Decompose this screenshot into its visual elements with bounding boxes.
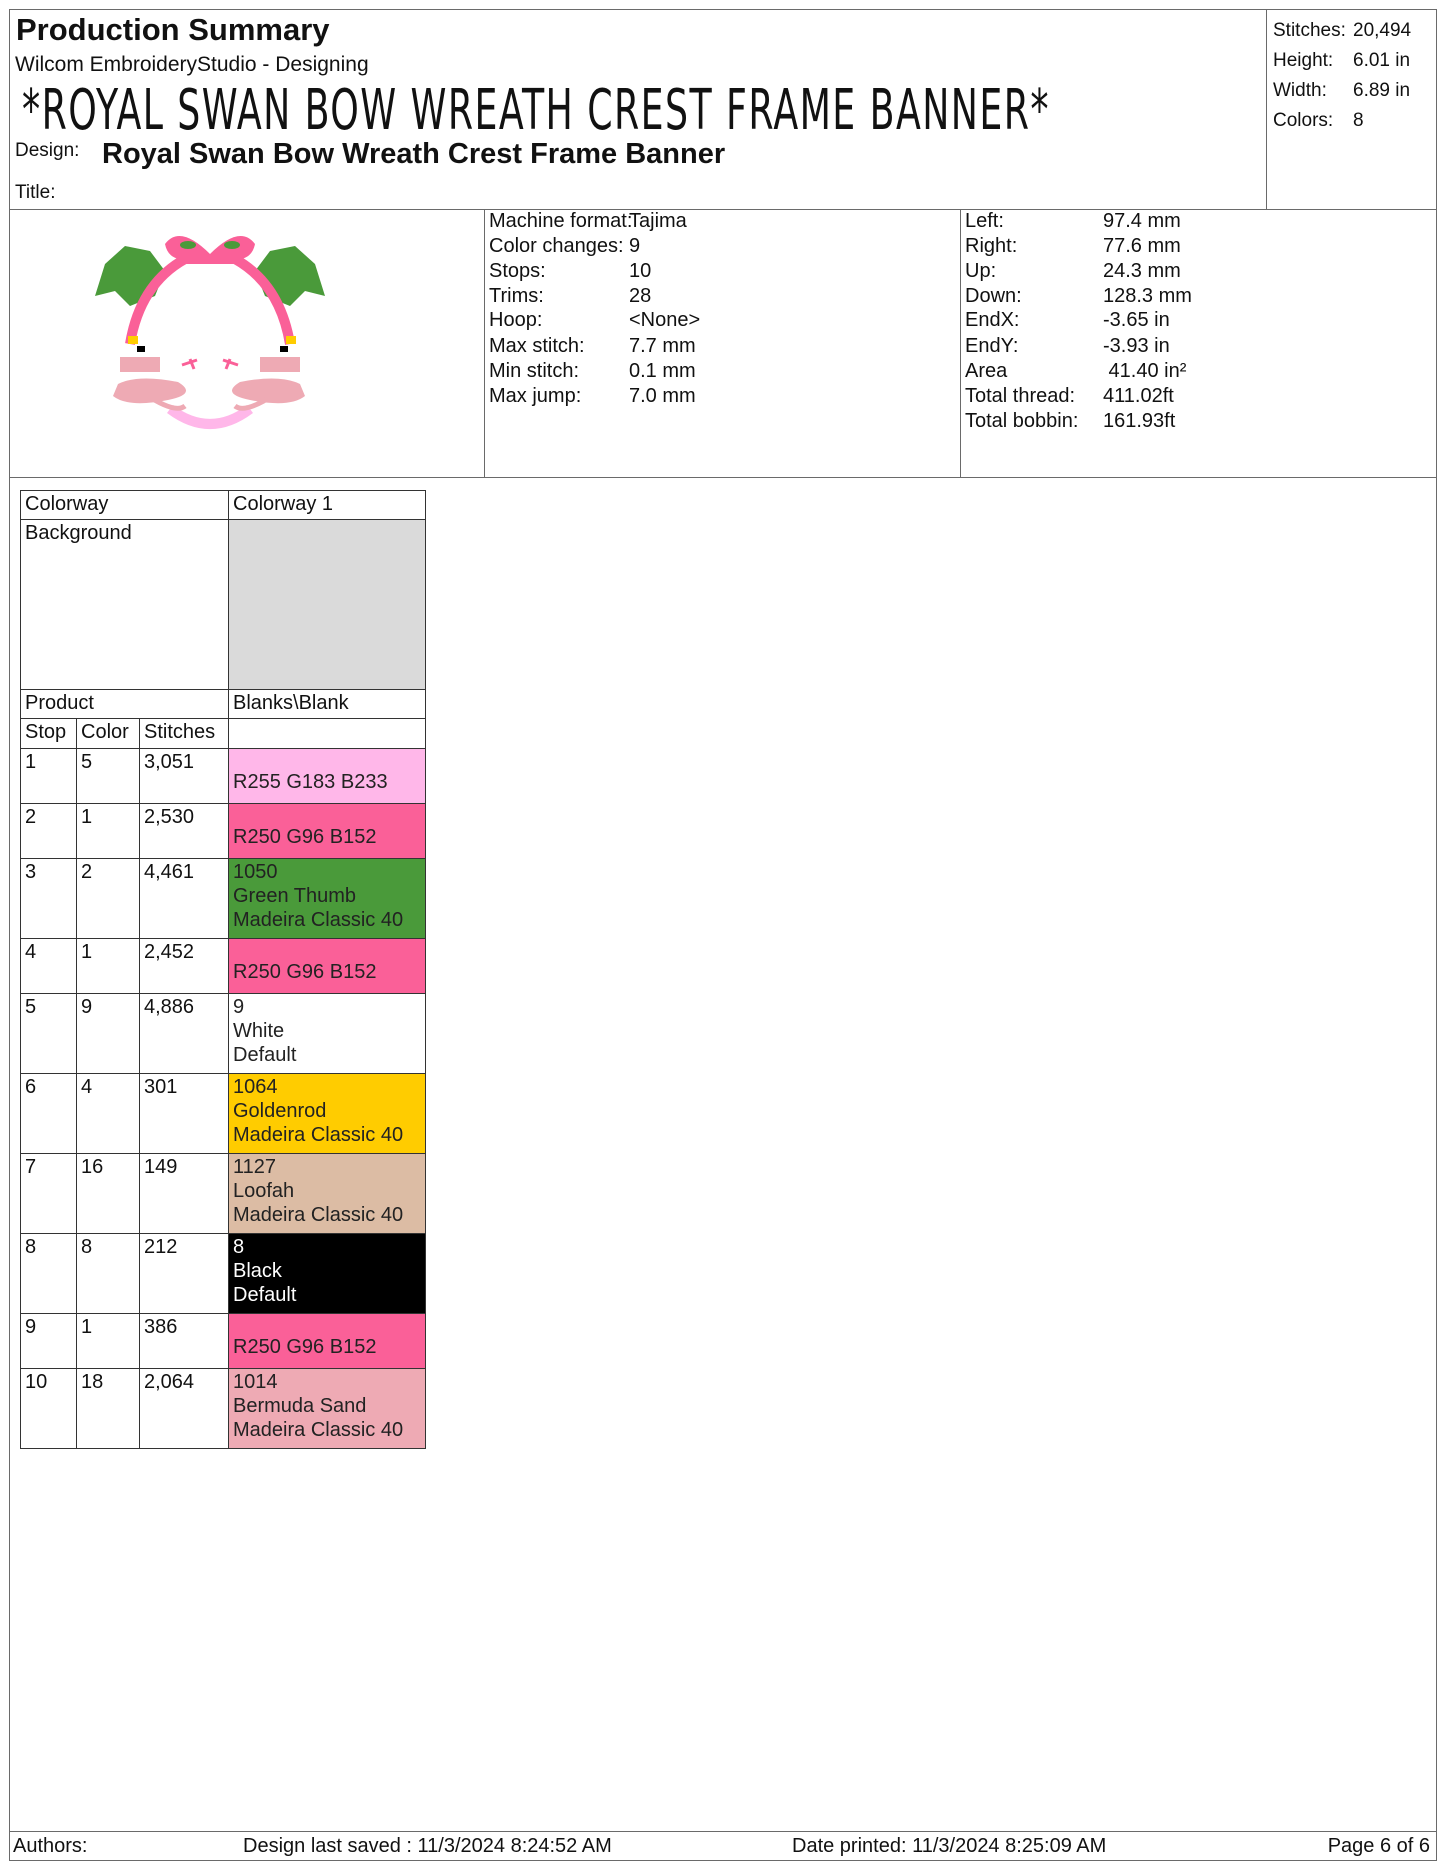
height-value: 6.01 in (1353, 50, 1411, 71)
thread-info-line: White (233, 1020, 285, 1042)
stop-stitches: 3,051 (140, 749, 229, 804)
thread-info-line: Loofah (233, 1180, 295, 1202)
thread-info-line: Green Thumb (233, 885, 357, 907)
stop-color: 2 (77, 859, 140, 939)
thread-info-line: Default (233, 1044, 297, 1066)
stop-color: 1 (77, 1314, 140, 1369)
stop-row (21, 1074, 426, 1154)
thread-color-swatch (229, 939, 426, 994)
stops-label: Stops: (489, 260, 546, 282)
report-title: Production Summary (16, 12, 330, 47)
stop-stop: 5 (21, 994, 77, 1074)
right-value: 77.6 mm (1103, 235, 1181, 257)
stop-row (21, 804, 426, 859)
endy-value: -3.93 in (1103, 335, 1170, 357)
stop-stitches: 212 (140, 1234, 229, 1314)
header (10, 10, 1436, 210)
area-value: 41.40 in² (1103, 360, 1187, 382)
authors-label: Authors: (13, 1835, 88, 1857)
max-jump-label: Max jump: (489, 385, 582, 407)
trims-value: 28 (629, 285, 652, 307)
stop-stitches: 301 (140, 1074, 229, 1154)
column-header-thread (229, 719, 426, 749)
stop-color: 16 (77, 1154, 140, 1234)
right-label: Right: (965, 235, 1018, 257)
down-value: 128.3 mm (1103, 285, 1192, 307)
thread-color-swatch (229, 804, 426, 859)
thread-info-line: 8 (233, 1236, 245, 1258)
stop-stitches: 4,461 (140, 859, 229, 939)
thread-info-line (233, 750, 421, 770)
max-jump-value: 7.0 mm (629, 385, 696, 407)
hoop-value: <None> (629, 309, 701, 331)
machine-info (485, 209, 961, 477)
background-label: Background (21, 520, 229, 690)
stop-color: 1 (77, 804, 140, 859)
left-value: 97.4 mm (1103, 210, 1181, 232)
stop-stop: 2 (21, 804, 77, 859)
color-changes-value: 9 (629, 235, 641, 257)
thread-info-line (233, 805, 421, 825)
thread-info-line: Madeira Classic 40 (233, 1204, 404, 1226)
hoop-label: Hoop: (489, 309, 543, 331)
stop-stitches: 386 (140, 1314, 229, 1369)
stitches-label: Stitches: (1273, 20, 1346, 41)
stop-stitches: 4,886 (140, 994, 229, 1074)
stitches-value: 20,494 (1353, 20, 1412, 41)
colorway-table (20, 490, 426, 1449)
thread-color-swatch (229, 1314, 426, 1369)
thread-info-line: Madeira Classic 40 (233, 909, 404, 931)
min-stitch-value: 0.1 mm (629, 360, 696, 382)
thread-info-line: R250 G96 B152 (233, 961, 377, 983)
stop-row (21, 939, 426, 994)
colorway-label: Colorway (21, 491, 229, 520)
stop-stitches: 2,452 (140, 939, 229, 994)
stop-stitches: 2,530 (140, 804, 229, 859)
colors-label: Colors: (1273, 110, 1334, 131)
thread-color-swatch (229, 994, 426, 1074)
column-header-stop: Stop (21, 719, 77, 749)
thread-color-swatch (229, 1234, 426, 1314)
stop-row (21, 1234, 426, 1314)
stop-color: 8 (77, 1234, 140, 1314)
stop-row (21, 1154, 426, 1234)
app-name: Wilcom EmbroideryStudio - Designing (15, 53, 369, 76)
stop-color: 9 (77, 994, 140, 1074)
thread-info-line: R255 G183 B233 (233, 771, 388, 793)
stop-row (21, 994, 426, 1074)
stop-stitches: 149 (140, 1154, 229, 1234)
trims-label: Trims: (489, 285, 544, 307)
product-value: Blanks\Blank (229, 690, 426, 719)
max-stitch-value: 7.7 mm (629, 335, 696, 357)
column-header-stitches: Stitches (140, 719, 229, 749)
stop-color: 4 (77, 1074, 140, 1154)
stop-stop: 1 (21, 749, 77, 804)
header-title-block (10, 10, 1267, 209)
stops-value: 10 (629, 260, 652, 282)
thread-info-line: 1064 (233, 1076, 278, 1098)
thread-color-swatch (229, 1369, 426, 1449)
max-stitch-label: Max stitch: (489, 335, 585, 357)
thread-color-swatch (229, 1074, 426, 1154)
stop-stop: 3 (21, 859, 77, 939)
design-label: Design: (15, 140, 80, 161)
design-preview (10, 209, 485, 477)
date-printed: Date printed: 11/3/2024 8:25:09 AM (792, 1835, 1107, 1857)
stop-color: 5 (77, 749, 140, 804)
stop-stop: 9 (21, 1314, 77, 1369)
dimension-info (961, 209, 1436, 477)
width-label: Width: (1273, 80, 1327, 101)
background-swatch (229, 520, 426, 690)
footer (10, 1831, 1436, 1861)
thread-info-line: 1014 (233, 1371, 278, 1393)
color-changes-label: Color changes: (489, 235, 624, 257)
stop-row (21, 859, 426, 939)
thread-info-line: Madeira Classic 40 (233, 1124, 404, 1146)
summary-stats (1267, 10, 1436, 209)
machine-format-value: Tajima (629, 210, 687, 232)
stop-stop: 6 (21, 1074, 77, 1154)
thread-info-line: 1050 (233, 861, 278, 883)
design-banner-name: *ROYAL SWAN BOW WREATH CREST FRAME BANNER* (22, 78, 1050, 143)
column-header-color: Color (77, 719, 140, 749)
thread-info-line (233, 1315, 421, 1335)
stop-color: 18 (77, 1369, 140, 1449)
thread-color-swatch (229, 1154, 426, 1234)
thread-info-line: Goldenrod (233, 1100, 327, 1122)
stop-stop: 7 (21, 1154, 77, 1234)
thread-info-line: 1127 (233, 1156, 277, 1178)
thread-info-line (233, 940, 421, 960)
stop-stop: 10 (21, 1369, 77, 1449)
design-name: Royal Swan Bow Wreath Crest Frame Banner (102, 138, 726, 170)
height-label: Height: (1273, 50, 1334, 71)
stop-stop: 8 (21, 1234, 77, 1314)
up-value: 24.3 mm (1103, 260, 1181, 282)
design-info (10, 209, 1436, 478)
machine-format-label: Machine format: (489, 210, 633, 232)
down-label: Down: (965, 285, 1022, 307)
stop-color: 1 (77, 939, 140, 994)
left-label: Left: (965, 210, 1004, 232)
area-label: Area (965, 360, 1008, 382)
design-last-saved: Design last saved : 11/3/2024 8:24:52 AM (243, 1835, 612, 1857)
stop-row (21, 749, 426, 804)
thread-info-line: R250 G96 B152 (233, 826, 377, 848)
total-bobbin-value: 161.93ft (1103, 410, 1176, 432)
product-label: Product (21, 690, 229, 719)
up-label: Up: (965, 260, 997, 282)
endy-label: EndY: (965, 335, 1019, 357)
thread-info-line: 9 (233, 996, 245, 1018)
page-number: Page 6 of 6 (1327, 1835, 1430, 1857)
thread-info-line: Bermuda Sand (233, 1395, 367, 1417)
stop-stop: 4 (21, 939, 77, 994)
thread-color-swatch (229, 859, 426, 939)
endx-label: EndX: (965, 309, 1020, 331)
endx-value: -3.65 in (1103, 309, 1170, 331)
thread-info-line: Madeira Classic 40 (233, 1419, 404, 1441)
colors-value: 8 (1353, 110, 1364, 131)
thread-color-swatch (229, 749, 426, 804)
min-stitch-label: Min stitch: (489, 360, 580, 382)
thread-info-line: Default (233, 1284, 297, 1306)
total-thread-label: Total thread: (965, 385, 1076, 407)
thread-info-line: R250 G96 B152 (233, 1336, 377, 1358)
thread-info-line: Black (233, 1260, 282, 1282)
title-label: Title: (15, 182, 56, 203)
width-value: 6.89 in (1353, 80, 1411, 101)
stop-stitches: 2,064 (140, 1369, 229, 1449)
total-thread-value: 411.02ft (1103, 385, 1174, 407)
stop-row (21, 1314, 426, 1369)
colorway-value: Colorway 1 (229, 491, 426, 520)
total-bobbin-label: Total bobbin: (965, 410, 1079, 432)
stop-row (21, 1369, 426, 1449)
design-thumbnail-image (10, 209, 484, 477)
